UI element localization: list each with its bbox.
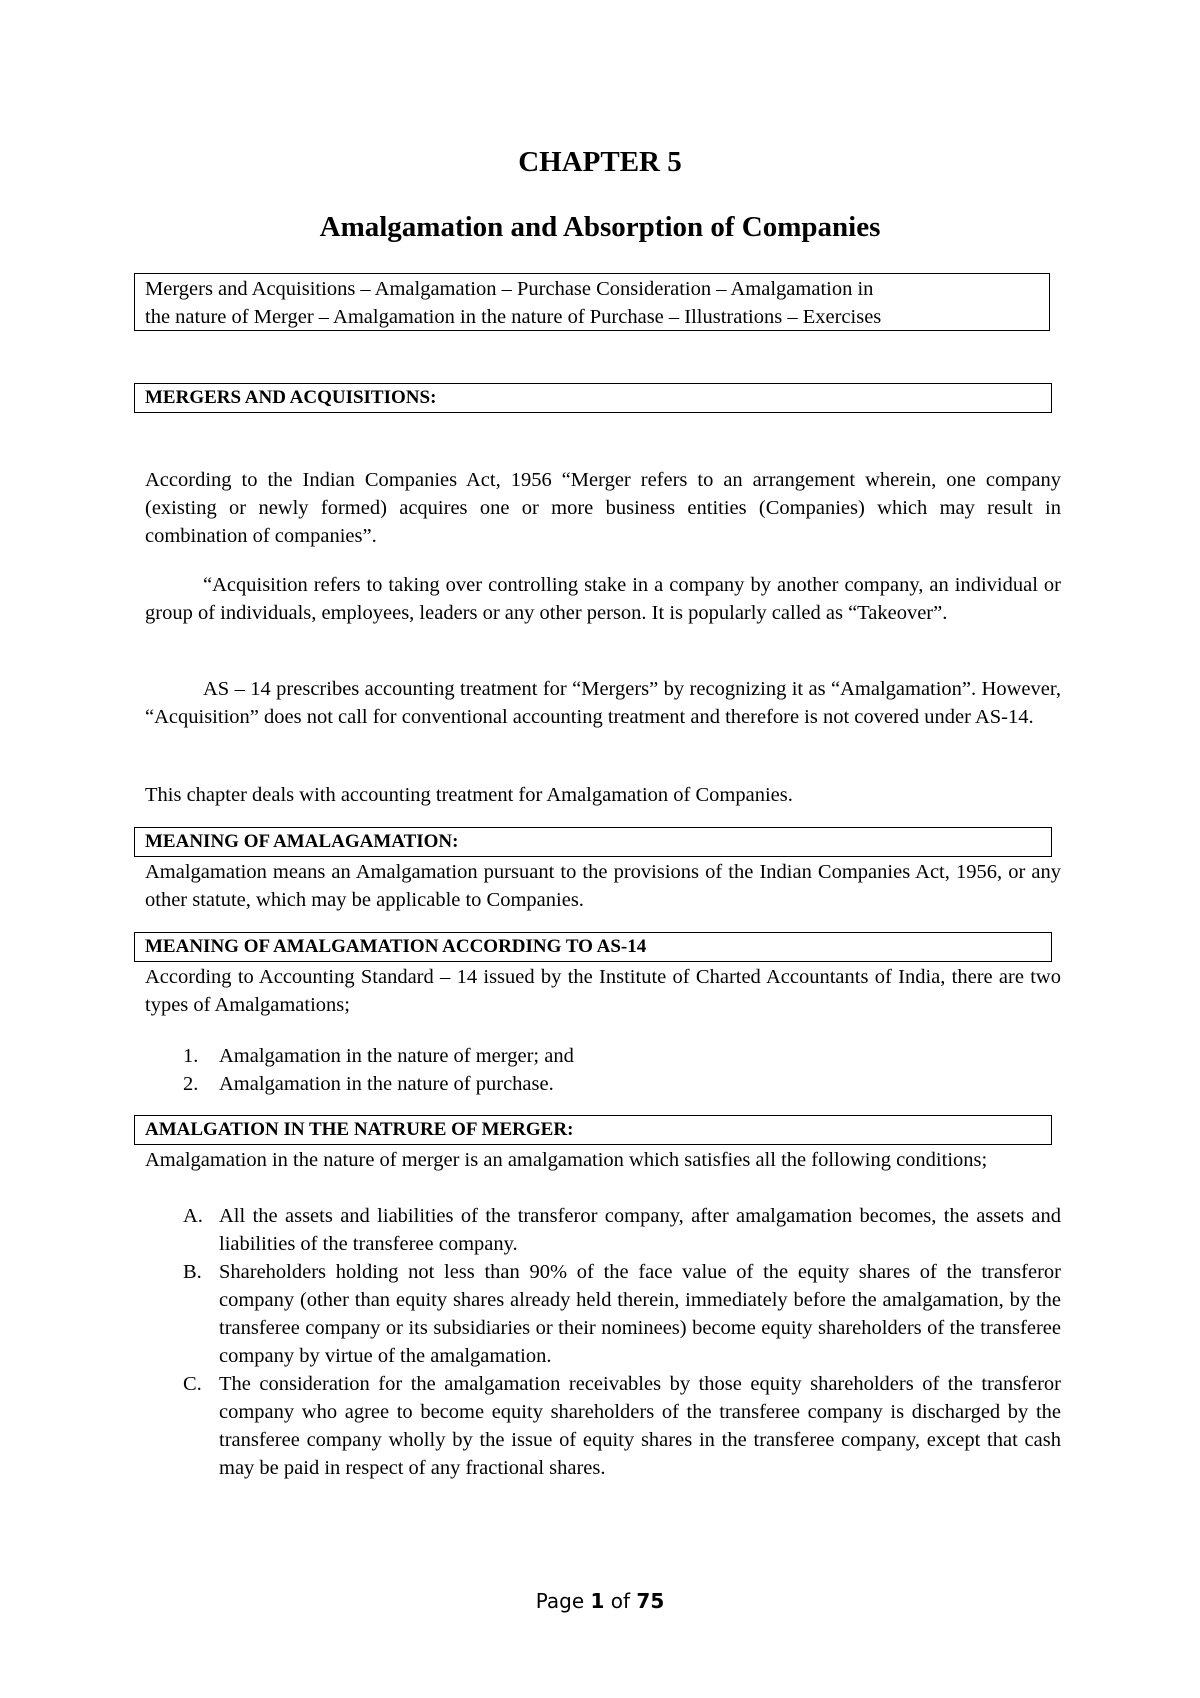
section-heading-text: AMALGATION IN THE NATRURE OF MERGER:	[145, 1119, 574, 1140]
chapter-title: CHAPTER 5	[518, 146, 682, 178]
footer-of-word: of	[610, 1589, 631, 1613]
section-heading-merger-nature	[134, 1115, 1052, 1145]
list-item	[145, 1370, 1061, 1482]
footer-current-page: 1	[590, 1589, 605, 1613]
contents-line-2: the nature of Merger – Amalgamation in the nature of Purchase – Illustrations – Exercises	[145, 306, 882, 328]
paragraph-text: This chapter deals with accounting treatment for Amalgamation of Companies.	[145, 784, 793, 806]
section-heading-mergers	[134, 383, 1052, 413]
list-item-text: Amalgamation in the nature of purchase.	[219, 1073, 554, 1095]
merger-conditions-list	[145, 1202, 1061, 1482]
footer-total-pages: 75	[636, 1589, 665, 1613]
section-heading-text: MEANING OF AMALGAMATION ACCORDING TO AS-14	[145, 936, 647, 957]
section-heading-meaning	[134, 827, 1052, 857]
paragraph-text: According to Accounting Standard – 14 issued by the Institute of Charted Accountants of India, there are two types of Amalgamations;	[145, 966, 1061, 1016]
list-marker: B.	[183, 1261, 202, 1283]
chapter-contents-box	[134, 273, 1050, 331]
merger-nature-paragraph	[145, 1146, 1061, 1174]
paragraph-text: “Acquisition refers to taking over controlling stake in a company by another company, an individual or group of individuals, employees, leaders or any other person. It is popularly called as “Takeover”.	[145, 574, 1061, 624]
as14-numbered-list	[145, 1042, 1061, 1098]
section-heading-text: MEANING OF AMALAGAMATION:	[145, 831, 459, 852]
section-heading-text: MERGERS AND ACQUISITIONS:	[145, 387, 437, 408]
list-marker: C.	[183, 1373, 202, 1395]
mergers-paragraph-4	[145, 781, 1061, 809]
list-item	[145, 1202, 1061, 1258]
list-item-text: All the assets and liabilities of the transferor company, after amalgamation becomes, the assets and liabilities of the transferee company.	[219, 1205, 1061, 1255]
list-marker: A.	[183, 1205, 203, 1227]
list-item	[145, 1258, 1061, 1370]
list-item-text: Amalgamation in the nature of merger; and	[219, 1045, 574, 1067]
paragraph-text: Amalgamation in the nature of merger is an amalgamation which satisfies all the following conditions;	[145, 1149, 988, 1171]
paragraph-text: AS – 14 prescribes accounting treatment for “Mergers” by recognizing it as “Amalgamation”. However, “Acquisition” does not call for conventional accounting treatment and therefore is not covered under AS-14.	[145, 678, 1061, 728]
list-item-text: The consideration for the amalgamation receivables by those equity shareholders of the transferor company who agree to become equity shareholders of the transferee company is discharged by the transferee company wholly by the issue of equity shares in the transferee company, except that cash may be paid in respect of any fractional shares.	[219, 1373, 1061, 1479]
mergers-paragraph-3	[145, 675, 1061, 731]
section-heading-as14	[134, 932, 1052, 962]
page-footer	[0, 1589, 1200, 1613]
chapter-subtitle: Amalgamation and Absorption of Companies	[319, 211, 881, 243]
list-item	[145, 1070, 1061, 1098]
list-item-text: Shareholders holding not less than 90% of the face value of the equity shares of the transferor company (other than equity shares already held therein, immediately before the amalgamation, by the transferee company or its subsidiaries or their nominees) become equity shareholders of the transferee company by virtue of the amalgamation.	[219, 1261, 1061, 1367]
contents-line-1: Mergers and Acquisitions – Amalgamation – Purchase Consideration – Amalgamation in	[145, 278, 874, 300]
paragraph-text: Amalgamation means an Amalgamation pursuant to the provisions of the Indian Companies Act, 1956, or any other statute, which may be applicable to Companies.	[145, 861, 1061, 911]
mergers-paragraph-1	[145, 466, 1061, 550]
mergers-paragraph-2	[145, 571, 1061, 627]
meaning-paragraph	[145, 858, 1061, 914]
list-item	[145, 1042, 1061, 1070]
list-marker: 2.	[183, 1073, 199, 1095]
list-marker: 1.	[183, 1045, 199, 1067]
paragraph-text: According to the Indian Companies Act, 1956 “Merger refers to an arrangement wherein, one company (existing or newly formed) acquires one or more business entities (Companies) which may result in combination of companies”.	[145, 469, 1061, 547]
as14-paragraph	[145, 963, 1061, 1019]
footer-page-word: Page	[535, 1589, 585, 1613]
